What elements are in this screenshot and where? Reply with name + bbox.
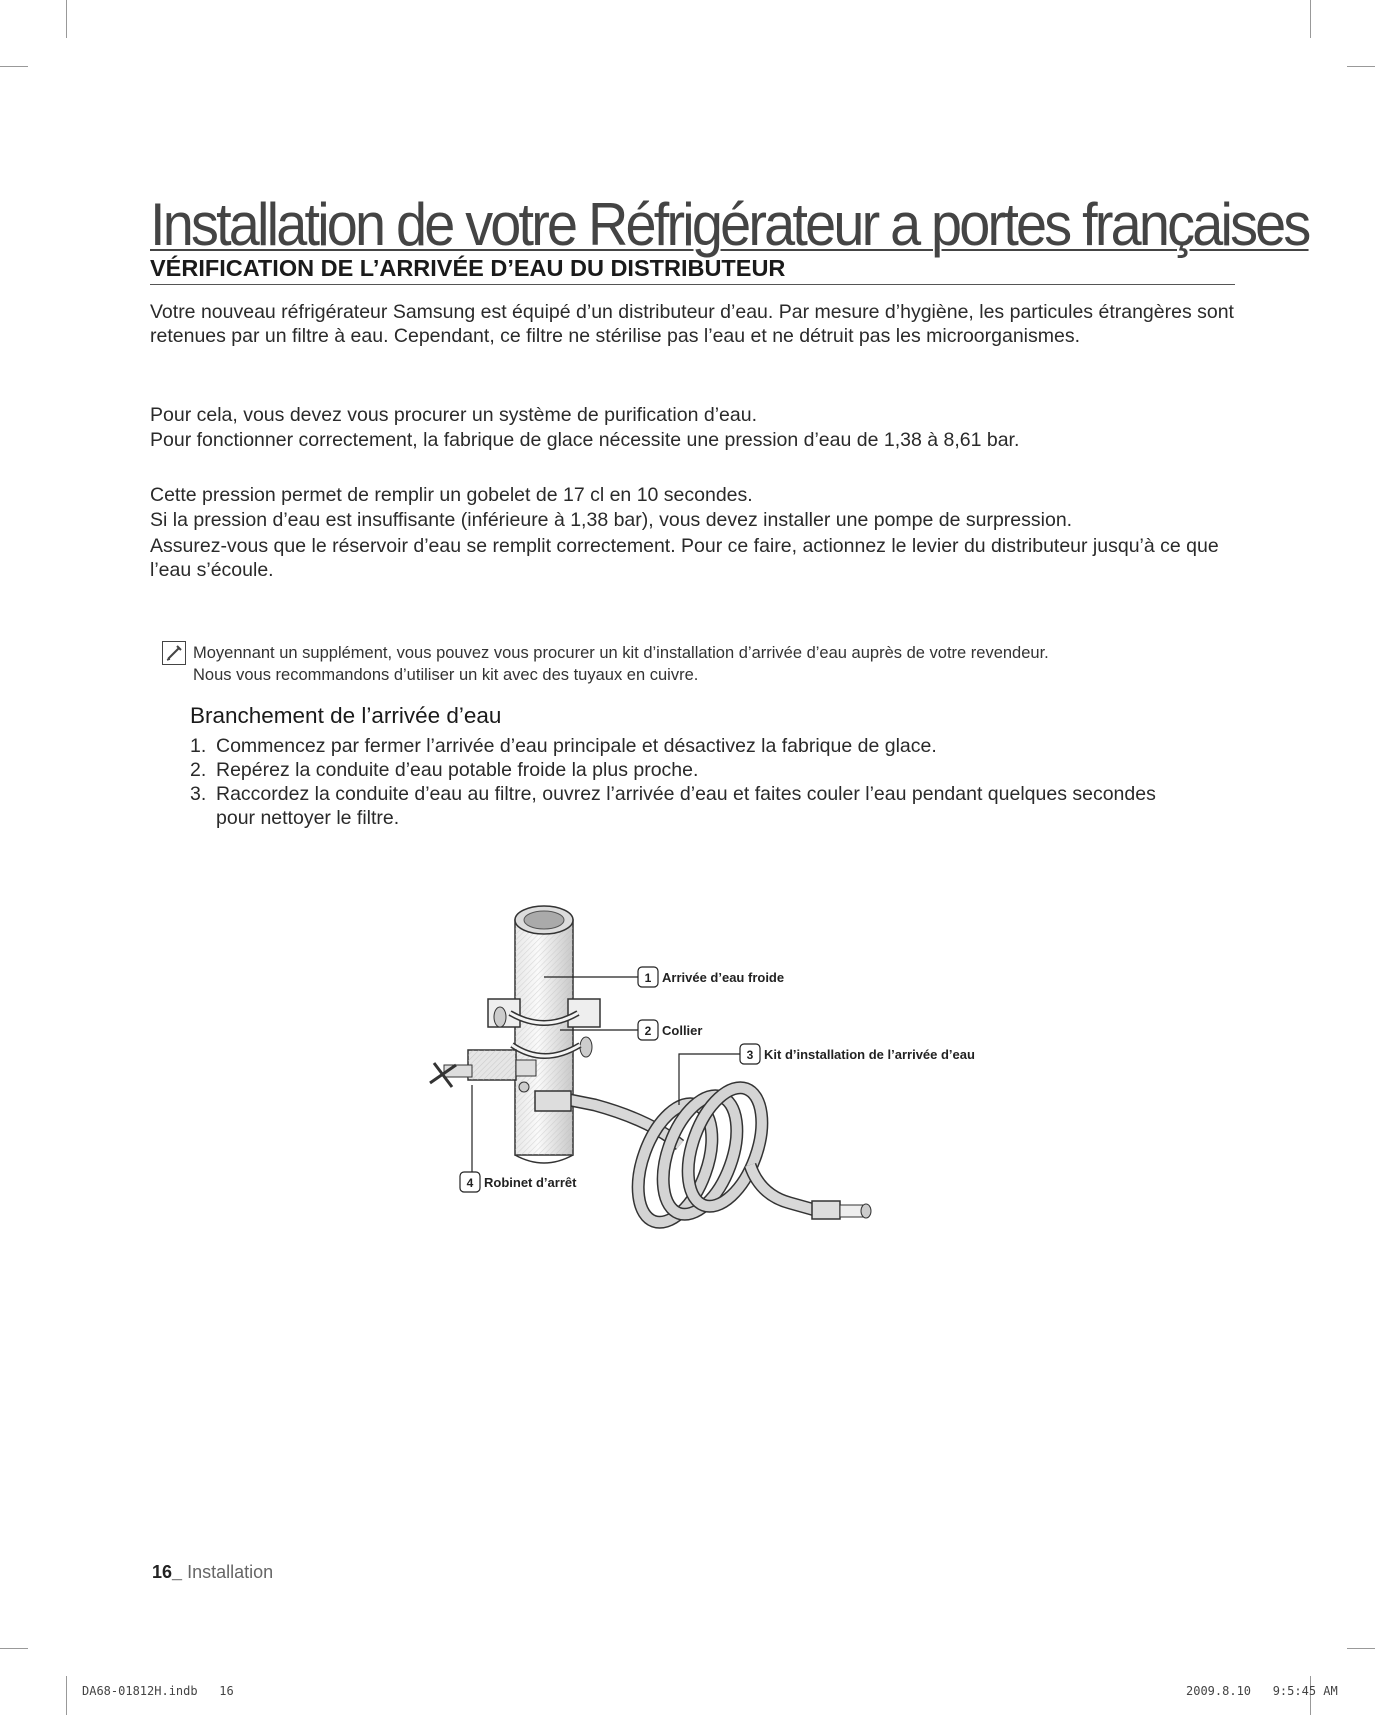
- callout-label: Kit d’installation de l’arrivée d’eau: [764, 1047, 975, 1062]
- note-line: Moyennant un supplément, vous pouvez vous procurer un kit d’installation d’arrivée d’eau auprès de votre revendeur.: [193, 644, 1049, 662]
- step-number: 3.: [190, 783, 207, 805]
- callout-number: 4: [466, 1176, 474, 1190]
- section-heading: VÉRIFICATION DE L’ARRIVÉE D’EAU DU DISTRIBUTEUR: [150, 254, 1235, 285]
- callout-4: [460, 1172, 577, 1192]
- fill-rate-paragraph: Cette pression permet de remplir un gobelet de 17 cl en 10 secondes.: [150, 484, 753, 506]
- crop-mark: [1310, 0, 1311, 38]
- callout-2: [638, 1020, 702, 1040]
- page-number: 16_: [152, 1562, 183, 1582]
- step-text: Commencez par fermer l’arrivée d’eau principale et désactivez la fabrique de glace.: [216, 735, 937, 757]
- step-text: Raccordez la conduite d’eau au filtre, ouvrez l’arrivée d’eau et faites couler l’eau pendant quelques secondes pour nettoyer le filtre.: [216, 783, 1156, 829]
- crop-mark: [66, 0, 67, 38]
- crop-mark: [0, 66, 28, 67]
- note-line: Nous vous recommandons d’utiliser un kit avec des tuyaux en cuivre.: [193, 666, 699, 684]
- callout-number: 3: [746, 1048, 754, 1062]
- list-item: [190, 782, 1190, 830]
- subsection-heading: Branchement de l’arrivée d’eau: [190, 703, 502, 728]
- callout-3: [740, 1044, 975, 1064]
- purification-paragraph: Pour cela, vous devez vous procurer un système de purification d’eau.: [150, 404, 757, 426]
- step-number: 1.: [190, 735, 207, 757]
- callout-label: Arrivée d’eau froide: [662, 970, 785, 985]
- steps-list: [190, 734, 1190, 830]
- print-slug-datetime: 2009.8.10 9:5:45 AM: [1186, 1684, 1338, 1698]
- reservoir-paragraph: Assurez-vous que le réservoir d’eau se remplit correctement. Pour ce faire, actionnez le levier du distributeur jusqu’à ce que l’eau s’écoule.: [150, 535, 1219, 581]
- note-text: [193, 642, 1243, 686]
- page-footer: [152, 1562, 273, 1583]
- callout-number: 1: [644, 971, 652, 985]
- intro-paragraph: Votre nouveau réfrigérateur Samsung est équipé d’un distributeur d’eau. Par mesure d’hygiène, les particules étrangères sont retenues par un filtre à eau. Cependant, ce filtre ne stérilise pas l’eau et ne détruit pas les microorganismes.: [150, 301, 1234, 347]
- list-item: [190, 734, 1190, 758]
- booster-pump-paragraph: Si la pression d’eau est insuffisante (inférieure à 1,38 bar), vous devez installer une pompe de surpression.: [150, 509, 1073, 531]
- step-text: Repérez la conduite d’eau potable froide la plus proche.: [216, 759, 699, 781]
- callout-1: [638, 967, 784, 987]
- step-number: 2.: [190, 759, 207, 781]
- pressure-paragraph: Pour fonctionner correctement, la fabrique de glace nécessite une pression d’eau de 1,38 à 8,61 bar.: [150, 429, 1020, 451]
- callout-label: Robinet d’arrêt: [484, 1175, 577, 1190]
- copper-tubing-icon: [570, 1078, 815, 1232]
- list-item: [190, 758, 1190, 782]
- callout-label: Collier: [662, 1023, 703, 1038]
- pipe-icon: [515, 906, 573, 1163]
- footer-section: Installation: [187, 1562, 274, 1582]
- print-slug-file: DA68-01812H.indb 16: [82, 1684, 234, 1698]
- water-line-diagram: [420, 905, 1060, 1245]
- note-pencil-icon: [162, 641, 186, 665]
- callout-number: 2: [644, 1024, 652, 1038]
- crop-mark: [66, 1676, 67, 1715]
- page-title: Installation de votre Réfrigérateur a portes françaises: [150, 191, 1309, 259]
- crop-mark: [0, 1648, 28, 1649]
- crop-mark: [1347, 66, 1375, 67]
- crop-mark: [1347, 1648, 1375, 1649]
